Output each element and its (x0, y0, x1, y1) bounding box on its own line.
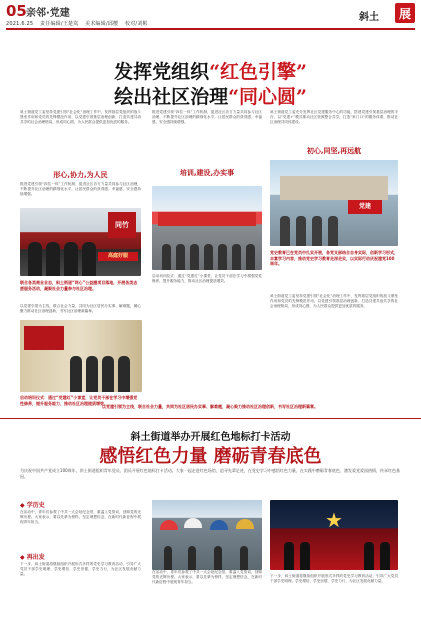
bullet-1: ◆ 学历史 (20, 502, 45, 509)
editor: 责任编辑/王楚岚 (40, 21, 79, 27)
header-meta (6, 20, 153, 27)
person (204, 244, 213, 270)
page-number: 05 (6, 2, 27, 20)
person (176, 244, 185, 270)
person (280, 216, 290, 246)
logo-seal: 展 (395, 3, 415, 23)
person (28, 242, 42, 276)
person (300, 542, 310, 570)
umbrella (210, 520, 228, 530)
article2-intro: 为庆祝中国共产党成立100周年，斜土街道组织青年党员、团员开展红色地标打卡活动。大家一起走进红色场馆，追寻先辈足迹，在党史学习中感悟红色力量，在实践中磨砺青春底色，激发爱党爱国热情，传承红色基因。 (20, 468, 400, 479)
section-summary: 以党建引领为主线，联合社会力量，共同为社区居民办实事、解难题，凝心聚力推动社区治理创新，书写社区治理新篇章。 (102, 404, 318, 409)
person (82, 242, 96, 276)
person (284, 542, 294, 570)
article2-col1b: 下一步，斜土街道将继续组织开展形式多样的党史学习教育活动，引导广大党员干部学史明理、学史增信、学史崇德、学史力行，为社区发展贡献力量。 (20, 562, 141, 577)
person (46, 242, 60, 276)
person (218, 244, 227, 270)
article2-kicker: 斜土街道举办开展红色地标打卡活动 (130, 432, 291, 443)
logo-text: 斜土 (359, 12, 379, 23)
person (232, 244, 241, 270)
photo-volunteers (20, 208, 141, 276)
photo4-caption: 启动培训仪式：通过“党建红”小课堂，让党员干部在学习中增强党性修养，提升服务能力，推动社区治理提质增效。 (20, 395, 138, 406)
bullet-2-label: 再出发 (26, 554, 45, 561)
photo4-sign (24, 326, 64, 350)
headline-line2 (0, 82, 421, 109)
person (162, 244, 171, 270)
section-divider (0, 418, 421, 419)
person (102, 356, 114, 392)
umbrella (160, 520, 178, 530)
photo-exhibition (270, 500, 398, 570)
person (380, 542, 390, 570)
person (328, 216, 338, 246)
person (240, 546, 248, 570)
headline-line1 (0, 57, 421, 84)
issue-date: 2021.6.25 (6, 21, 34, 27)
photo3-flag: 党建 (348, 200, 382, 214)
bullet-1-label: 学历史 (26, 502, 45, 509)
umbrella (236, 519, 254, 529)
proofreader: 校对/刘彬 (125, 21, 148, 27)
person (70, 356, 82, 392)
bullet-2: ◆ 再出发 (20, 554, 45, 561)
subhead-3: 初心,同坚,再远航 (306, 147, 362, 155)
person (86, 356, 98, 392)
photo4-intro: 以党建引领为主线，联合社会力量，共同为社区居民办实事、解难题，凝心聚力推动社区治理创新，书写社区治理新篇章。 (20, 304, 141, 314)
col3-text: 斜土街道党工委充分发挥社区党建服务中心的功能，搭建党建引领基层治理的平台，以“党建+”模式推动社区资源整合共享，打造“家门口”的服务体系，推动社区治理共同体建设。 (270, 110, 398, 125)
subhead-2: 培训,建设,办实事 (179, 169, 235, 177)
person (188, 546, 196, 570)
masthead-logo (359, 3, 415, 25)
photo-visit (20, 320, 142, 392)
col2-text: 推进党建引领“四位一体”工作机制，促进社区各方力量共同参与社区治理，不断提升社区治理的精细化水平，让居民群众的获得感、幸福感、安全感持续增强。 (152, 110, 262, 125)
person (164, 546, 172, 570)
person (364, 542, 374, 570)
subhead-1: 形心,协力,为人民 (53, 171, 108, 179)
person (246, 244, 255, 270)
headline-line2-text: 绘出社区治理 (114, 86, 229, 108)
person (64, 242, 78, 276)
col3-text-2: 斜土街道党工委坚持党建引领“社会化”治理工作中，发挥基层党组织的战斗堡垒作用和党员的先锋模范作用，以党建引领基层治理创新，打造共建共治共享的社会治理格局，形成同心圆，为人民群众提供更加优质的服务。 (270, 294, 398, 309)
photo-umbrella-group (152, 500, 262, 570)
person (214, 546, 222, 570)
person (296, 216, 306, 246)
star-icon: ★ (325, 508, 343, 532)
photo2-caption: 启动培训仪式：通过“党建红”小课堂，让党员干部在学习中增强党性修养，提升服务能力，推动社区治理提质增效。 (152, 274, 262, 284)
photo-training (152, 186, 262, 270)
section-title: 亲邻·党建 (26, 8, 70, 19)
umbrella (184, 518, 202, 528)
photo1-sign: 同竹 (108, 212, 136, 238)
photo3-caption: 党史教育已在党员中扎实开展，各党支部结合自身实际，创新学习形式，丰富学习内容，推动党史学习教育走深走实，以实际行动庆祝建党100周年。 (270, 250, 398, 267)
article2-col3: 下一步，斜土街道将继续组织开展形式多样的党史学习教育活动，引导广大党员干部学史明理、学史增信、学史崇德、学史力行，为社区发展贡献力量。 (270, 574, 398, 584)
person (118, 356, 130, 392)
art-editor: 美术编辑/邱樱 (85, 21, 119, 27)
person (190, 244, 199, 270)
header-rule (6, 28, 415, 30)
photo1-caption: 联合各类商业业态，斜土街道“同心”公益圈项目落地，开展各类志愿服务活动，凝聚社会力量参与社区治理。 (20, 280, 138, 291)
headline-line2-red: “同心圆” (228, 86, 307, 108)
photo3-building (280, 176, 388, 200)
col1-text-2: 推进党建引领“四位一体”工作机制，促进社区各方力量共同参与社区治理，不断提升社区治理的精细化水平，让居民群众的获得感、幸福感、安全感持续增强。 (20, 182, 141, 197)
page-header (0, 0, 421, 30)
photo1-banner: 高庭好服 (98, 252, 138, 261)
headline-line1-text: 发挥党组织 (114, 61, 210, 83)
photo-group-outdoor (270, 160, 398, 246)
headline-line1-red: “红色引擎” (209, 61, 307, 83)
article2-title: 感悟红色力量 磨砺青春底色 (99, 446, 322, 467)
person (312, 216, 322, 246)
article2-col2b: 在活动中，青年们参观了中共一大会址纪念馆，重温入党誓词，回顾党的光辉历程。大家表示，要以先辈为榜样，坚定理想信念，在新时代新征程中展现青年担当。 (152, 570, 262, 585)
col1-text: 斜土街道党工委坚持党建引领“社会化”治理工作中，发挥基层党组织的战斗堡垒作用和党员的先锋模范作用，以党建引领基层治理创新，打造共建共治共享的社会治理格局，形成同心圆，为人民群众提供更加优质的服务。 (20, 110, 141, 125)
photo2-stage (158, 212, 256, 226)
article2-col1: 在活动中，青年们参观了中共一大会址纪念馆，重温入党誓词，回顾党的光辉历程。大家表示，要以先辈为榜样，坚定理想信念，在新时代新征程中展现青年担当。 (20, 510, 141, 525)
